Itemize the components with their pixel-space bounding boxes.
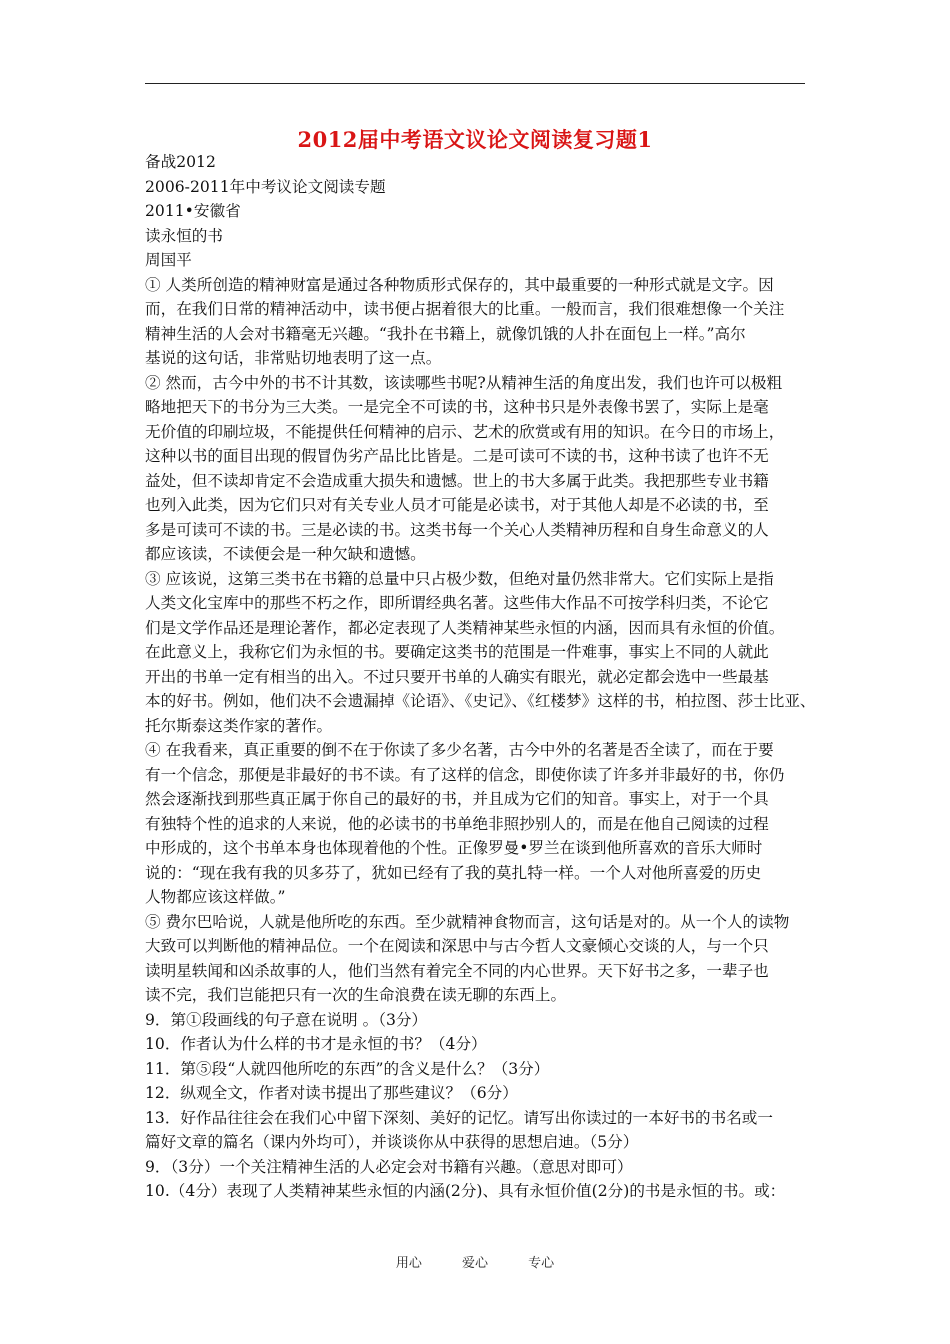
text-line: 中形成的，这个书单本身也体现着他的个性。正像罗曼•罗兰在谈到他所喜欢的音乐大师时: [145, 839, 763, 857]
text-line: 读不完，我们岂能把只有一次的生命浪费在读无聊的东西上。: [145, 986, 567, 1004]
footer-word: 用心: [395, 1256, 422, 1271]
footer-word: 爱心: [461, 1256, 488, 1271]
text-line: 10.（4分）表现了人类精神某些永恒的内涵(2分)、具有永恒价值(2分)的书是永恒的书。或：: [145, 1182, 786, 1200]
text-line: ③ 应该说，这第三类书在书籍的总量中只占极少数，但绝对量仍然非常大。它们实际上是指: [145, 569, 774, 588]
page-footer: [0, 1252, 950, 1271]
text-line: 也列入此类，因为它们只对有关专业人员才可能是必读书，对于其他人却是不必读的书，至: [145, 496, 769, 514]
text-line: 篇好文章的篇名（课内外均可），并谈谈你从中获得的思想启迪。（5分）: [145, 1133, 639, 1151]
text-line: 们是文学作品还是理论著作，都必定表现了人类精神某些永恒的内涵，因而具有永恒的价值。: [145, 618, 785, 637]
text-line: 读永恒的书: [145, 226, 223, 245]
text-line: 2006-2011年中考议论文阅读专题: [145, 177, 386, 196]
text-line: 人物都应该这样做。”: [145, 888, 286, 906]
text-line: 多是可读可不读的书。三是必读的书。这类书每一个关心人类精神历程和自身生命意义的人: [145, 520, 769, 539]
text-line: ② 然而，古今中外的书不计其数，该读哪些书呢?从精神生活的角度出发，我们也许可以极粗: [145, 373, 783, 392]
text-line: 有一个信念，那便是非最好的书不读。有了这样的信念，即使你读了许多并非最好的书，你仍: [145, 765, 785, 784]
text-line: ⑤ 费尔巴哈说，人就是他所吃的东西。至少就精神食物而言，这句话是对的。从一个人的读物: [145, 912, 790, 931]
text-line: 读明星轶闻和凶杀故事的人，他们当然有着完全不同的内心世界。天下好书之多，一辈子也: [145, 961, 769, 980]
text-line: 益处，但不读却肯定不会造成重大损失和遗憾。世上的书大多属于此类。我把那些专业书籍: [145, 471, 769, 490]
text-line: 托尔斯泰这类作家的著作。: [145, 716, 333, 735]
text-line: 略地把天下的书分为三大类。一是完全不可读的书，这种书只是外表像书罢了，实际上是毫: [145, 398, 769, 416]
footer-word: 专心: [528, 1256, 555, 1271]
text-line: 然会逐渐找到那些真正属于你自己的最好的书，并且成为它们的知音。事实上，对于一个具: [145, 790, 769, 808]
text-line: 11．第⑤段“人就四他所吃的东西”的含义是什么？（3分）: [145, 1059, 550, 1078]
text-line: 12．纵观全文，作者对读书提出了那些建议？（6分）: [145, 1084, 518, 1102]
text-line: 大致可以判断他的精神品位。一个在阅读和深思中与古今哲人文豪倾心交谈的人，与一个只: [145, 937, 769, 955]
text-line: 有独特个性的追求的人来说，他的必读书的书单绝非照抄别人的，而是在他自己阅读的过程: [145, 814, 769, 833]
text-line: 13．好作品往往会在我们心中留下深刻、美好的记忆。请写出你读过的一本好书的书名或一: [145, 1108, 773, 1127]
text-line: 人类文化宝库中的那些不朽之作，即所谓经典名著。这些伟大作品不可按学科归类，不论它: [145, 594, 769, 612]
text-line: 开出的书单一定有相当的出入。不过只要开书单的人确实有眼光，就必定都会选中一些最基: [145, 667, 769, 686]
text-line: 基说的这句话，非常贴切地表明了这一点。: [145, 349, 442, 367]
document-body: [145, 150, 815, 1204]
text-line: 都应该读，不读便会是一种欠缺和遗憾。: [145, 545, 426, 563]
text-line: 周国平: [145, 251, 192, 269]
text-line: 备战2012: [145, 153, 216, 171]
text-line: 9．第①段画线的句子意在说明 。（3分）: [145, 1010, 428, 1029]
text-line: 10．作者认为什么样的书才是永恒的书？（4分）: [145, 1035, 487, 1053]
text-line: 2011•安徽省: [145, 202, 241, 220]
text-line: 而，在我们日常的精神活动中，读书便占据着很大的比重。一般而言，我们很难想像一个关注: [145, 300, 785, 318]
text-line: 在此意义上，我称它们为永恒的书。要确定这类书的范围是一件难事，事实上不同的人就此: [145, 643, 769, 661]
document-title: 2012届中考语文议论文阅读复习题1: [297, 127, 653, 152]
text-line: ④ 在我看来，真正重要的倒不在于你读了多少名著，古今中外的名著是否全读了，而在于要: [145, 741, 774, 759]
text-line: ① 人类所创造的精神财富是通过各种物质形式保存的，其中最重要的一种形式就是文字。因: [145, 275, 774, 294]
text-line: 这种以书的面目出现的假冒伪劣产品比比皆是。二是可读可不读的书，这种书读了也许不无: [145, 447, 769, 465]
text-line: 说的：“现在我有我的贝多芬了，犹如已经有了我的莫扎特一样。一个人对他所喜爱的历史: [145, 863, 762, 882]
text-line: 精神生活的人会对书籍毫无兴趣。“我扑在书籍上，就像饥饿的人扑在面包上一样。”高尔: [145, 324, 746, 343]
text-line: 9．（3分）一个关注精神生活的人必定会对书籍有兴趣。（意思对即可）: [145, 1157, 633, 1176]
text-line: 本的好书。例如，他们决不会遗漏掉《论语》、《史记》、《红楼梦》这样的书，柏拉图、莎士比亚、: [145, 692, 816, 710]
header-rule: [145, 83, 805, 84]
text-line: 无价值的印刷垃圾，不能提供任何精神的启示、艺术的欣赏或有用的知识。在今日的市场上，: [145, 422, 785, 441]
